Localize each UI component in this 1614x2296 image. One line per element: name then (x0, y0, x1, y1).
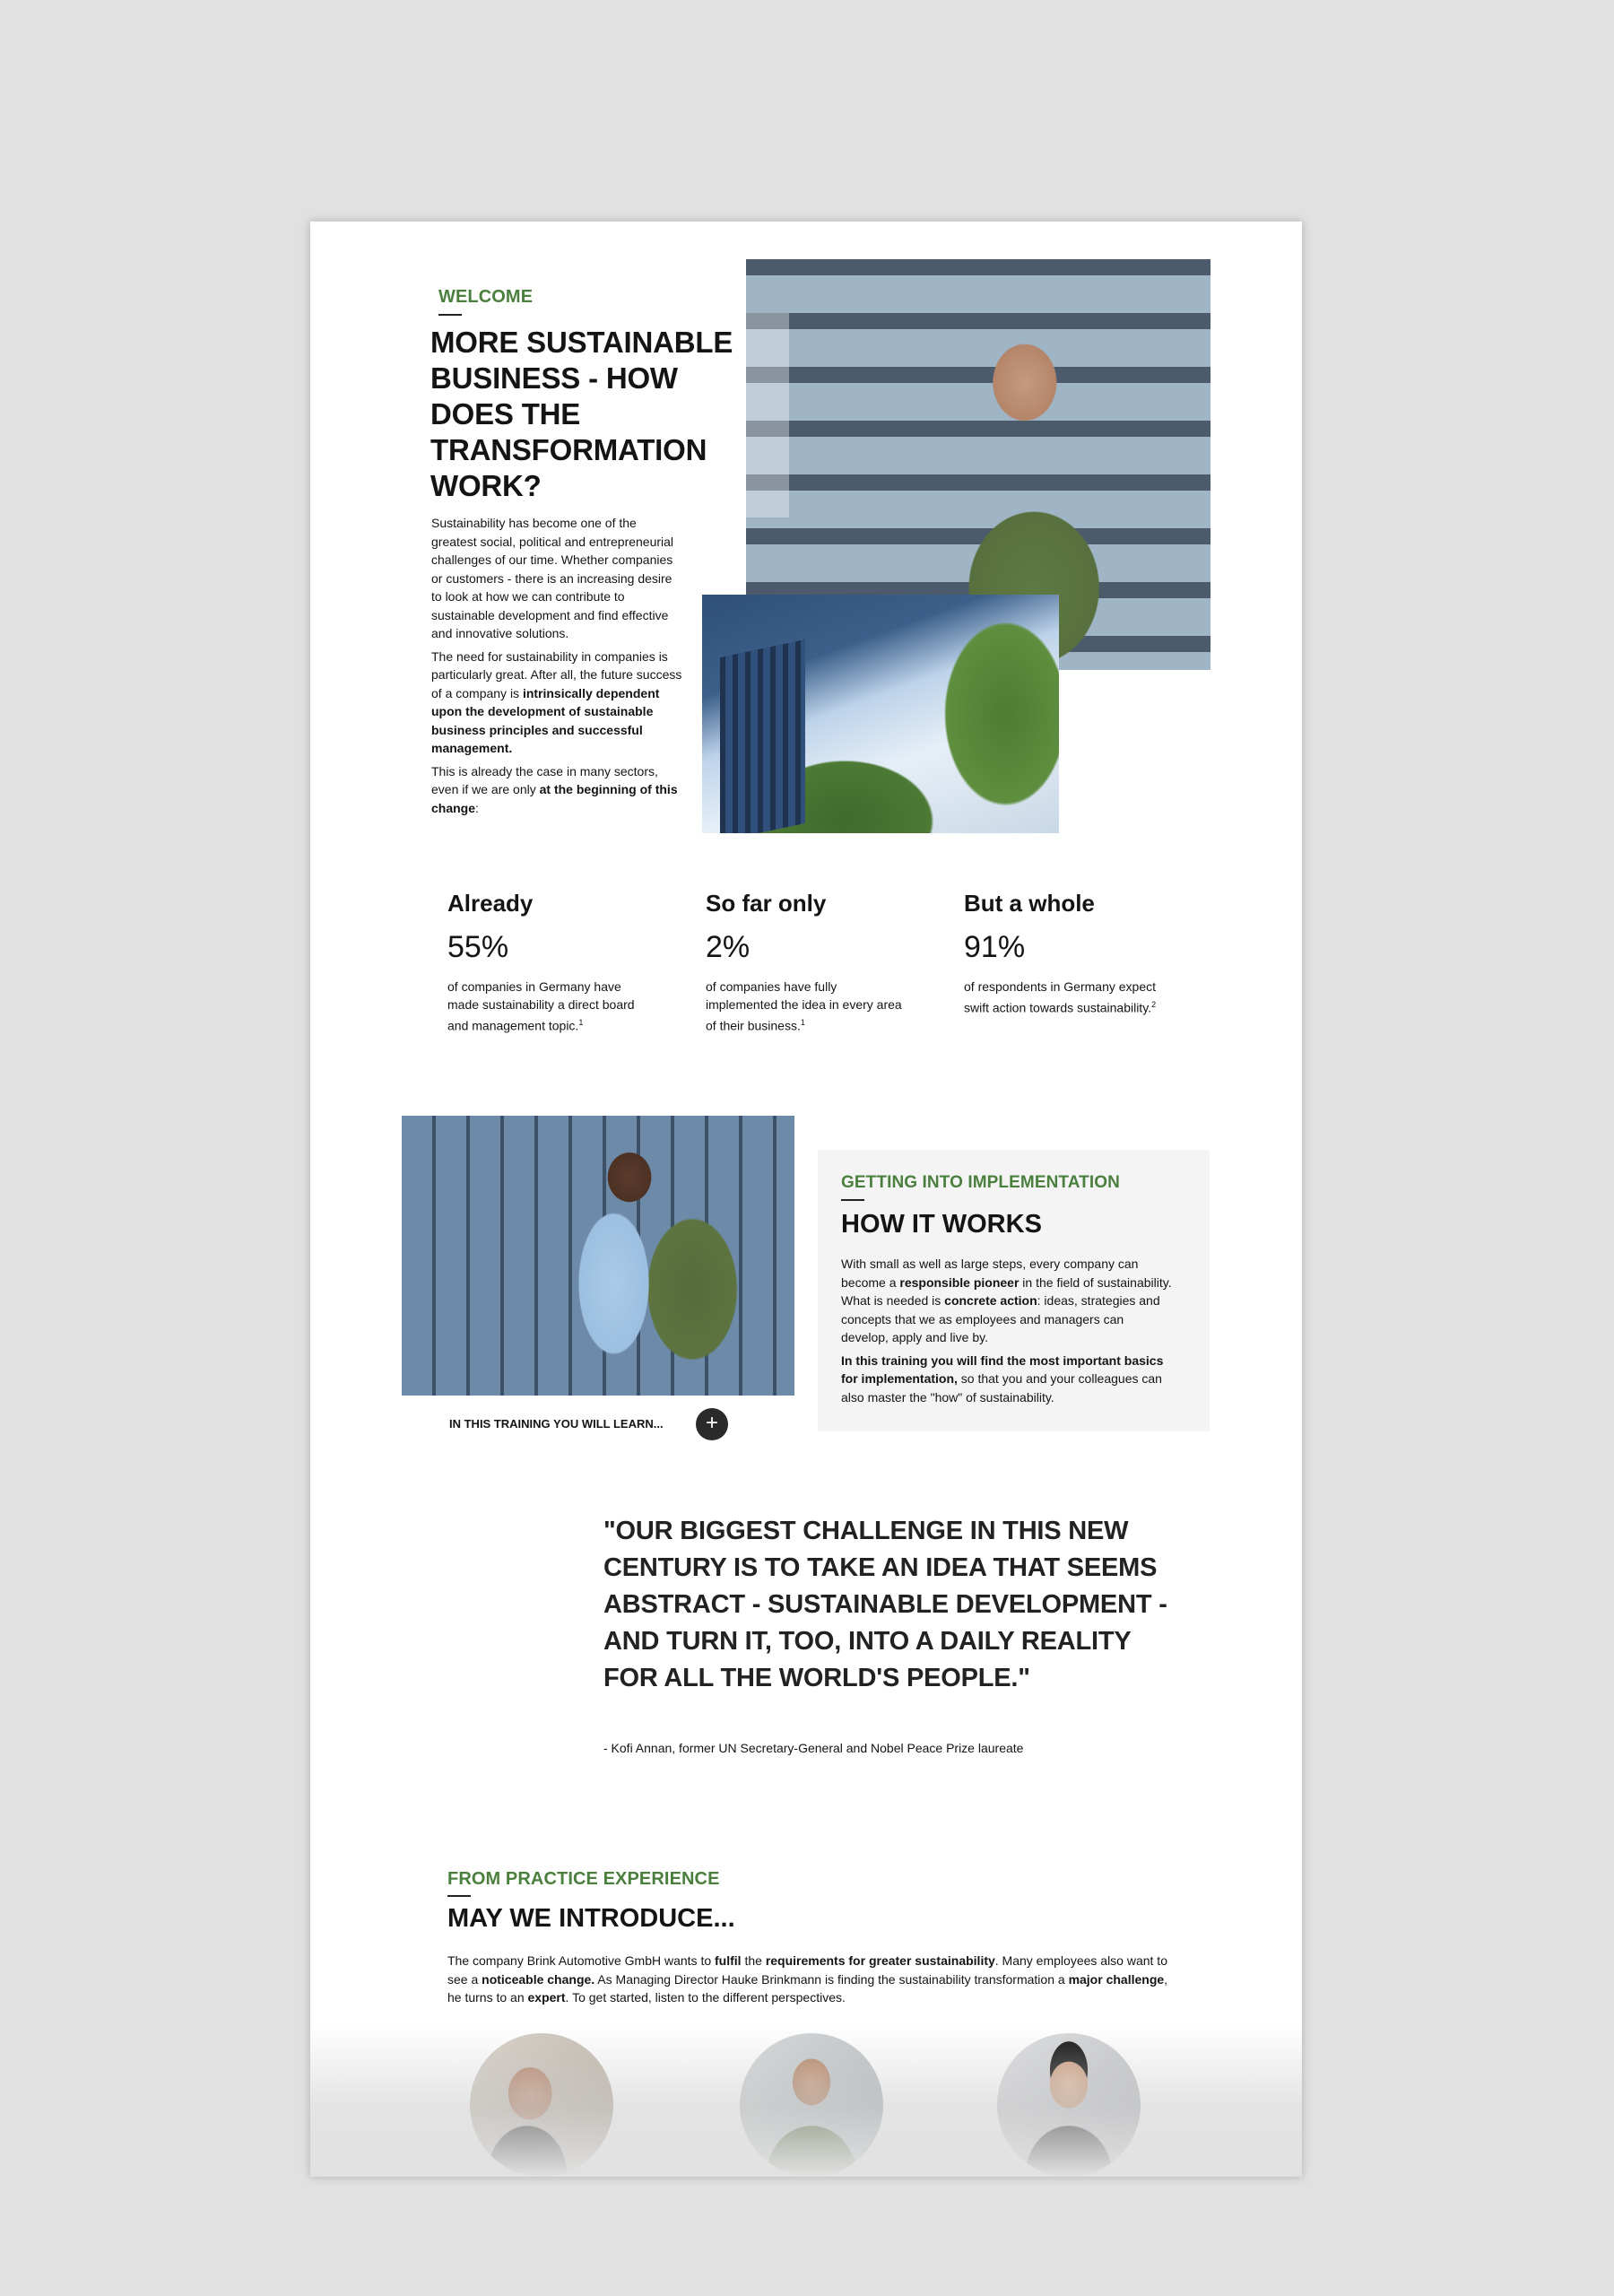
stat-value: 91% (964, 930, 1026, 964)
stat-label: Already (447, 890, 534, 917)
colleagues-photo (402, 1116, 794, 1396)
course-page (310, 222, 1302, 2177)
stat-description: of companies in Germany have made sustainability a direct board and management topic.$^1$ (447, 979, 635, 1033)
implementation-kicker: GETTING INTO IMPLEMENTATION (841, 1173, 1120, 1192)
stat-item (447, 890, 663, 1035)
stat-value: 2% (706, 930, 751, 964)
stat-label: So far only (706, 890, 827, 917)
practice-intro: The company Brink Automotive GmbH wants to fulfil the requirements for greater sustainability. Many employees also want to see a noticeable change. As Managing Director Hauke Brinkmann is finding the sustainability transformation a major challenge, he turns to an expert. To get started, listen to the different perspectives. (447, 1953, 1168, 2005)
practice-kicker: FROM PRACTICE EXPERIENCE (447, 1869, 720, 1889)
stat-item (964, 890, 1179, 1017)
welcome-text (431, 514, 682, 822)
welcome-kicker: WELCOME (438, 287, 534, 307)
welcome-para-3: This is already the case in many sectors, even if we are only at the beginning of this change: (431, 763, 678, 815)
kicker-divider (447, 1895, 471, 1897)
implementation-para-1: With small as well as large steps, every company can become a responsible pioneer in the field of sustainability. What is needed is concrete action: ideas, strategies and concepts that we as employees and managers can develop, apply and live by. (841, 1257, 1172, 1344)
learn-label[interactable]: IN THIS TRAINING YOU WILL LEARN... (449, 1417, 664, 1431)
photo-overlay-panel (746, 313, 789, 517)
implementation-panel (818, 1150, 1210, 1431)
quote-text: "OUR BIGGEST CHALLENGE IN THIS NEW CENTURY IS TO TAKE AN IDEA THAT SEEMS ABSTRACT - SUSTAINABLE DEVELOPMENT - AND TURN IT, TOO, INTO A DAILY REALITY FOR ALL THE WORLD'S PEOPLE." (603, 1517, 1167, 1692)
stat-label: But a whole (964, 890, 1095, 917)
quote-attribution: - Kofi Annan, former UN Secretary-General and Nobel Peace Prize laureate (603, 1741, 1024, 1755)
plus-icon[interactable]: + (696, 1408, 728, 1440)
welcome-title: MORE SUSTAINABLE BUSINESS - HOW DOES THE TRANSFORMATION WORK? (430, 326, 733, 502)
building-photo (702, 595, 1059, 833)
implementation-text (841, 1255, 1173, 1411)
welcome-para-2: The need for sustainability in companies is particularly great. After all, the future success of a company is intrinsically dependent upon the development of sustainable business principles and successful management. (431, 648, 682, 755)
practice-title: MAY WE INTRODUCE... (447, 1904, 735, 1933)
welcome-para-1: Sustainability has become one of the greatest social, political and entrepreneurial challenges of our time. Whether companies or customers - there is an increasing desire to look at how we can contribute to sustainable development and find effective and innovative solutions. (431, 516, 674, 640)
stat-value: 55% (447, 930, 509, 964)
kicker-divider (841, 1199, 864, 1201)
stat-description: of respondents in Germany expect swift action towards sustainability.$^2$ (964, 979, 1157, 1015)
implementation-title: HOW IT WORKS (841, 1210, 1042, 1239)
implementation-para-2: In this training you will find the most important basics for implementation, so that you and your colleagues can also master the "how" of sustainability. (841, 1352, 1164, 1405)
stat-description: of companies have fully implemented the idea in every area of their business.$^1$ (706, 979, 902, 1033)
kicker-divider (438, 314, 462, 316)
bottom-fade (310, 2024, 1302, 2177)
stat-item (706, 890, 921, 1035)
